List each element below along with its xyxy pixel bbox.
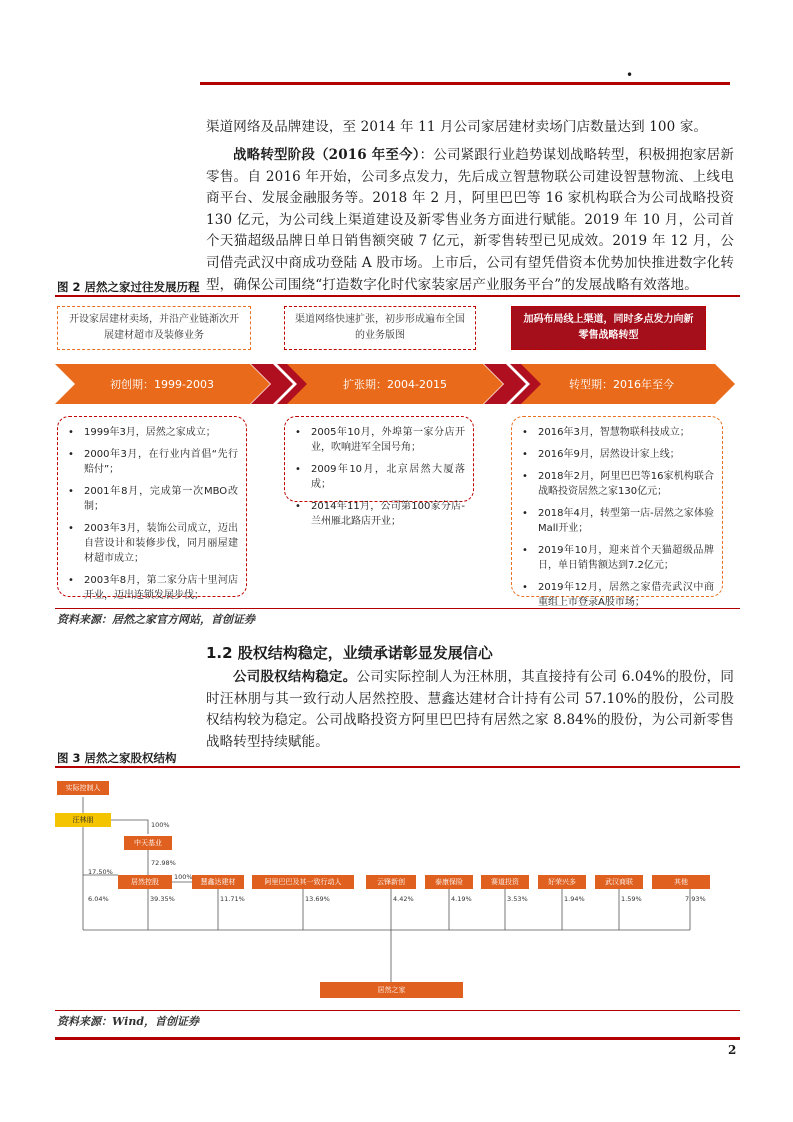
paragraph-1-text: 渠道网络及品牌建设，至 2014 年 11 月公司家居建材卖场门店数量达到 100 家。 (206, 119, 708, 135)
pct-shareholder-2: 13.69% (305, 895, 330, 903)
section-heading: 1.2 股权结构稳定，业绩承诺彰显发展信心 (206, 644, 493, 662)
pct-wang-to-holding: 17.50% (88, 868, 113, 876)
pct-shareholder-5: 3.53% (507, 895, 528, 903)
card-3-item: • 2018年2月，阿里巴巴等16家机构联合战略投资居然之家130亿元； (520, 469, 714, 499)
card-3-item: • 2019年10月，迎来首个天猫超级品牌日，单日销售额达到7.2亿元； (520, 543, 714, 573)
stage-summary-1: 开设家居建材卖场，并沿产业链渐次开展建材超市及装修业务 (57, 306, 251, 350)
pct-shareholder-3: 4.42% (393, 895, 414, 903)
shareholder-box-2: 阿里巴巴及其一致行动人 (252, 875, 354, 889)
stage-label-2: 扩张期：2004-2015 (343, 378, 447, 391)
figure2-title-text: 图 2 居然之家过往发展历程 (57, 280, 200, 294)
shareholder-box-6: 好荣兴多 (538, 875, 586, 889)
page-number: 2 (728, 1043, 737, 1057)
section-paragraph-text: 公司实际控制人为汪林朋，其直接持有公司 6.04%的股份，同时汪林朋与其一致行动人居然控股、慧鑫达建材合计持有公司 57.10%的股份，公司股权结构较为稳定。公司战略投资方阿里巴巴持有居然之家 8.84%的股份，为公司新零售战略转型持续赋能。 (206, 669, 734, 750)
card-2-item: • 2009年10月，北京居然大厦落成； (293, 462, 465, 492)
pct-wang-direct: 6.04% (88, 895, 109, 903)
figure3-title-text: 图 3 居然之家股权结构 (57, 751, 177, 765)
card-3-item: • 2016年9月，居然设计家上线； (520, 447, 714, 462)
footer-rule (55, 1037, 740, 1040)
shareholder-box-1: 慧鑫达建材 (192, 875, 244, 889)
stage-summary-2: 渠道网络快速扩张，初步形成遍布全国的业务版图 (284, 306, 476, 350)
shareholder-box-8: 其他 (652, 875, 710, 889)
card-3-item: • 2019年12月，居然之家借壳武汉中商重组上市登录A股市场； (520, 580, 714, 610)
shareholder-box-3: 云锋新创 (366, 875, 416, 889)
shareholder-box-5: 赛道投资 (481, 875, 529, 889)
target-company-box: 居然之家 (320, 982, 463, 998)
paragraph-2-lead: 战略转型阶段（2016 年至今） (233, 147, 420, 163)
header-dot: • (626, 68, 634, 82)
pct-holding-direct: 39.35% (150, 895, 175, 903)
controller-label-box: 实际控制人 (57, 781, 109, 795)
paragraph-2-text: ：公司紧跟行业趋势谋划战略转型，积极拥抱家居新零售。自 2016 年开始，公司多点发力，先后成立智慧物联公司建设智慧物流、上线电商平台、发展金融服务等。2018 年 2 月，阿里巴巴等 16 家机构联合为公司战略投资 130 亿元，为公司线上渠道建设及新零售业务方面进行赋能。2019 年 10 月，公司首个天猫超级品牌日单日销售额突破 7 亿元，新零售转型已见成效。2019 年 12 月，公司借壳武汉中商成功登陆 A 股市场。上市后，公司有望凭借资本优势加快推进数字化转型，确保公司围绕“打造数字化时代家装家居产业服务平台”的发展战略有效落地。 (206, 147, 734, 293)
pct-shareholder-1: 11.71% (220, 895, 245, 903)
stage-label-1: 初创期：1999-2003 (110, 378, 214, 391)
card-3-item: • 2016年3月，智慧物联科技成立； (520, 425, 714, 440)
shareholder-box-7: 武汉商联 (595, 875, 643, 889)
section-paragraph-lead: 公司股权结构稳定。 (233, 669, 357, 685)
pct-to-zhongtian: 100% (151, 821, 170, 829)
figure2-source: 资料来源：居然之家官方网站，首创证券 (57, 613, 255, 626)
figure3-bottom-rule (55, 1010, 740, 1011)
card-3-item: • 2018年4月，转型第一店-居然之家体验Mall开业； (520, 506, 714, 536)
zhongtian-box: 中天基业 (124, 836, 172, 850)
card-1-item: • 2003年8月，第二家分店十里河店开业，迈出连锁发展步伐； (66, 573, 238, 603)
stage-summary-3: 加码布局线上渠道，同时多点发力向新零售战略转型 (511, 306, 706, 350)
pct-shareholder-7: 1.59% (621, 895, 642, 903)
card-2-item: • 2014年11月，公司第100家分店-兰州雁北路店开业； (293, 499, 465, 529)
pct-shareholder-4: 4.19% (451, 895, 472, 903)
pct-zhongtian-to-holding: 72.98% (151, 859, 176, 867)
figure3-source: 资料来源：Wind，首创证券 (57, 1015, 200, 1028)
card-1-item: • 2001年8月，完成第一次MBO改制； (66, 484, 238, 514)
pct-shareholder-6: 1.94% (564, 895, 585, 903)
card-2-item: • 2005年10月，外埠第一家分店开业，吹响进军全国号角； (293, 425, 465, 455)
juran-holding-box: 居然控股 (118, 875, 172, 889)
card-1-item: • 1999年3月，居然之家成立； (66, 425, 238, 440)
stage-label-3: 转型期：2016年至今 (569, 378, 674, 391)
shareholder-box-4: 泰康保险 (425, 875, 473, 889)
pct-shareholder-8: 7.93% (685, 895, 706, 903)
controller-box: 汪林朋 (55, 813, 111, 827)
pct-holding-to-huixinda: 100% (174, 873, 193, 881)
card-1-item: • 2003年3月，装饰公司成立，迈出自营设计和装修步伐，同月丽屋建材超市成立； (66, 521, 238, 566)
card-1-item: • 2000年3月，在行业内首倡“先行赔付”； (66, 447, 238, 477)
